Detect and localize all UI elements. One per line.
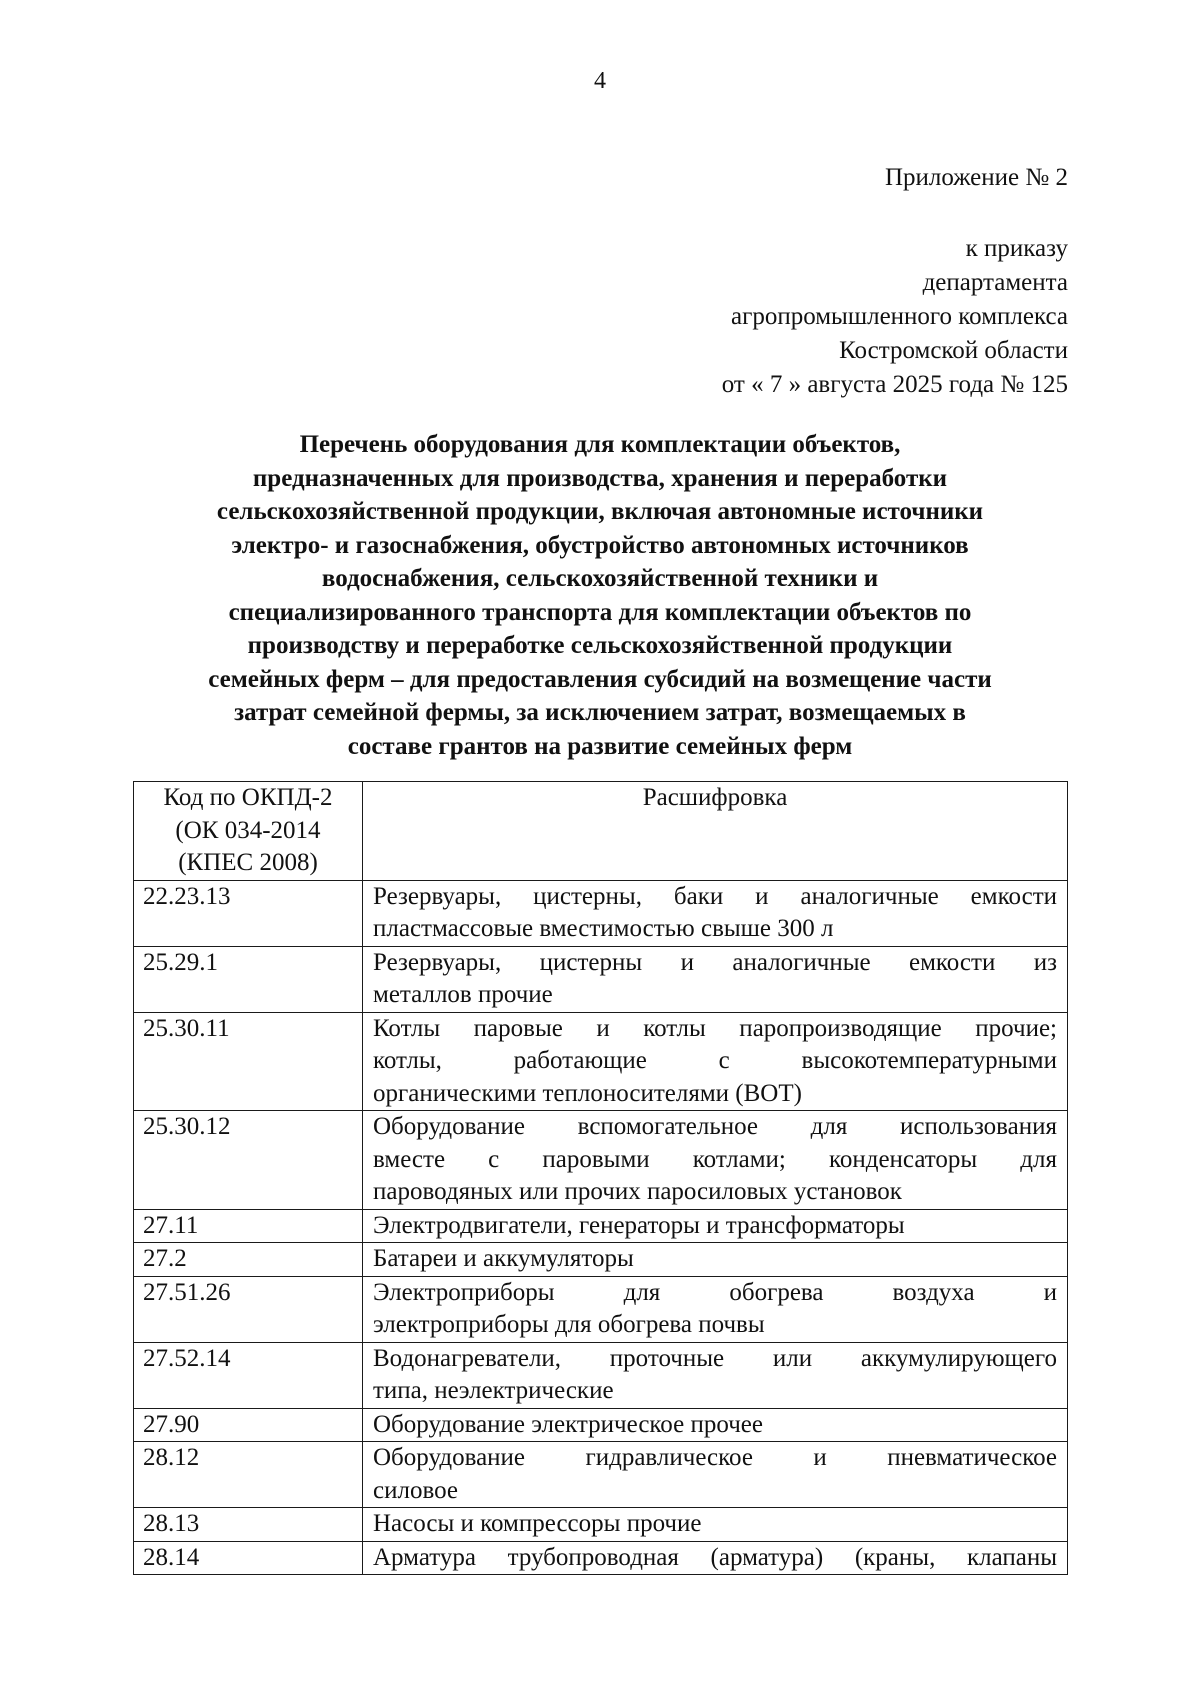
order-ref-line: Костромской области xyxy=(839,337,1068,364)
title-line: затрат семейной фермы, за исключением затрат, возмещаемых в xyxy=(234,699,966,726)
equipment-table xyxy=(133,781,1068,1575)
description-cell xyxy=(363,1442,1068,1508)
table-row xyxy=(134,1012,1068,1111)
title-line: специализированного транспорта для комплектации объектов по xyxy=(228,598,972,626)
description-line: вместе с паровыми котлами; конденсаторы для xyxy=(373,1145,1057,1173)
table-row xyxy=(134,1508,1068,1542)
okpd-code-cell: 25.30.12 xyxy=(134,1111,363,1210)
header-code-line: (ОК 034-2014 xyxy=(175,816,321,844)
table-row xyxy=(134,1541,1068,1575)
title-line: производству и переработке сельскохозяйственной продукции xyxy=(247,632,953,659)
table-row xyxy=(134,1276,1068,1342)
table-row xyxy=(134,1408,1068,1442)
title-line: Перечень оборудования для комплектации объектов, xyxy=(299,431,901,458)
description-line: Резервуары, цистерны и аналогичные емкости из xyxy=(373,948,1057,976)
okpd-code-cell: 28.13 xyxy=(134,1508,363,1542)
page-number: 4 xyxy=(594,68,606,94)
description-cell xyxy=(363,1541,1068,1575)
title-line: электро- и газоснабжения, обустройство автономных источников xyxy=(231,531,969,559)
description-cell xyxy=(363,1508,1068,1542)
title-line: составе грантов на развитие семейных ферм xyxy=(347,732,853,760)
description-line: электроприборы для обогрева почвы xyxy=(373,1311,765,1338)
header-code-line: Код по ОКПД-2 xyxy=(163,784,333,811)
description-line: Насосы и компрессоры прочие xyxy=(373,1510,702,1537)
title-line: водоснабжения, сельскохозяйственной техники и xyxy=(321,565,879,592)
title-line: предназначенных для производства, хранения и переработки xyxy=(252,464,948,492)
description-line: Электроприборы для обогрева воздуха и xyxy=(373,1278,1057,1306)
description-line: пластмассовые вместимостью свыше 300 л xyxy=(373,915,834,942)
order-ref-line: департамента xyxy=(922,269,1068,296)
description-line: Резервуары, цистерны, баки и аналогичные емкости xyxy=(373,882,1057,910)
okpd-code-cell: 25.29.1 xyxy=(134,946,363,1012)
description-cell xyxy=(363,946,1068,1012)
header-description: Расшифровка xyxy=(363,782,1068,881)
description-line: Батареи и аккумуляторы xyxy=(373,1245,634,1272)
okpd-code-cell: 28.14 xyxy=(134,1541,363,1575)
description-line: металлов прочие xyxy=(373,981,553,1008)
okpd-code-cell: 22.23.13 xyxy=(134,880,363,946)
okpd-code-cell: 27.2 xyxy=(134,1243,363,1277)
description-cell xyxy=(363,1408,1068,1442)
order-ref-line: от « 7 » августа 2025 года № 125 xyxy=(721,371,1068,398)
description-line: Оборудование электрическое прочее xyxy=(373,1410,763,1438)
table-row xyxy=(134,1442,1068,1508)
order-ref-line: агропромышленного комплекса xyxy=(730,303,1068,330)
okpd-code-cell: 27.11 xyxy=(134,1209,363,1243)
table-row xyxy=(134,1342,1068,1408)
description-cell xyxy=(363,1276,1068,1342)
description-cell xyxy=(363,880,1068,946)
description-line: Водонагреватели, проточные или аккумулирующего xyxy=(373,1344,1057,1372)
okpd-code-cell: 27.51.26 xyxy=(134,1276,363,1342)
table-row xyxy=(134,1209,1068,1243)
title-line: сельскохозяйственной продукции, включая автономные источники xyxy=(216,498,984,525)
table-row xyxy=(134,1243,1068,1277)
order-reference xyxy=(722,232,1068,402)
document-title xyxy=(140,428,1060,763)
table-row xyxy=(134,880,1068,946)
table-body xyxy=(134,880,1068,1575)
description-cell xyxy=(363,1209,1068,1243)
description-line: Электродвигатели, генераторы и трансформаторы xyxy=(373,1211,905,1239)
description-cell xyxy=(363,1012,1068,1111)
table-row xyxy=(134,1111,1068,1210)
description-line: силовое xyxy=(373,1476,458,1504)
header-code xyxy=(134,782,363,881)
okpd-code-cell: 27.90 xyxy=(134,1408,363,1442)
description-line: котлы, работающие с высокотемпературными xyxy=(373,1047,1057,1074)
description-line: Оборудование вспомогательное для использования xyxy=(373,1113,1057,1140)
table-row xyxy=(134,946,1068,1012)
header-code-line: (КПЕС 2008) xyxy=(178,849,318,876)
description-line: Оборудование гидравлическое и пневматическое xyxy=(373,1444,1057,1471)
description-cell xyxy=(363,1342,1068,1408)
description-line: органическими теплоносителями (ВОТ) xyxy=(373,1079,802,1107)
description-line: Котлы паровые и котлы паропроизводящие прочие; xyxy=(373,1014,1057,1042)
okpd-code-cell: 25.30.11 xyxy=(134,1012,363,1111)
order-ref-line: к приказу xyxy=(965,235,1068,262)
description-cell xyxy=(363,1111,1068,1210)
okpd-code-cell: 27.52.14 xyxy=(134,1342,363,1408)
description-line: типа, неэлектрические xyxy=(373,1377,614,1404)
title-line: семейных ферм – для предоставления субсидий на возмещение части xyxy=(208,665,992,693)
table-header-row xyxy=(134,782,1068,881)
description-line: Арматура трубопроводная (арматура) (краны, клапаны xyxy=(373,1543,1057,1571)
description-line: пароводяных или прочих паросиловых установок xyxy=(373,1178,902,1205)
description-cell xyxy=(363,1243,1068,1277)
okpd-code-cell: 28.12 xyxy=(134,1442,363,1508)
annex-label: Приложение № 2 xyxy=(884,164,1068,191)
